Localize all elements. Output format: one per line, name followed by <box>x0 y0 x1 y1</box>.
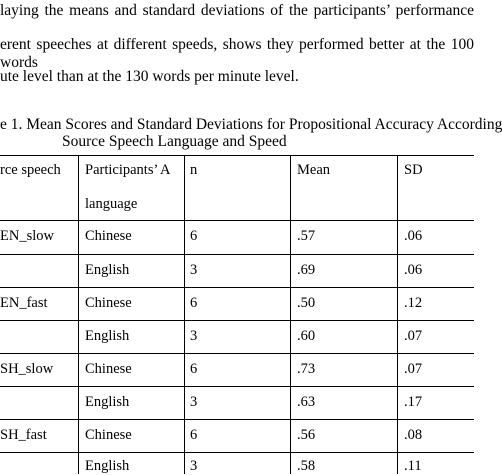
row-5-mean: .73 <box>297 361 316 377</box>
row-7-sd: .08 <box>404 427 423 443</box>
header-language-line-2: language <box>85 196 138 212</box>
row-2-sd: .06 <box>404 262 423 278</box>
row-6-language: English <box>85 394 130 410</box>
row-1-n: 6 <box>190 228 198 244</box>
row-1-source: EN_slow <box>0 228 54 244</box>
paragraph-line-2: erent speeches at different speeds, shows they performed better at the 100 words <box>0 36 474 71</box>
header-source-speech: rce speech <box>0 162 61 178</box>
table-col-rule-2 <box>184 155 185 474</box>
row-7-mean: .56 <box>297 427 316 443</box>
table-col-rule-3 <box>290 155 291 474</box>
row-4-mean: .60 <box>297 328 316 344</box>
row-5-source: SH_slow <box>0 361 54 377</box>
row-8-language: English <box>85 458 130 474</box>
table-rule-group1-bottom <box>0 287 474 288</box>
table-col-rule-1 <box>78 155 79 474</box>
row-8-n: 3 <box>190 458 198 474</box>
paragraph-line-1: laying the means and standard deviations of the participants’ performance <box>0 2 474 19</box>
table-caption-line-2: Source Speech Language and Speed <box>62 133 287 150</box>
row-4-sd: .07 <box>404 328 423 344</box>
header-mean: Mean <box>297 162 331 178</box>
header-n: n <box>190 162 198 178</box>
row-6-sd: .17 <box>404 394 423 410</box>
table-col-rule-4 <box>397 155 398 474</box>
row-8-sd: .11 <box>404 458 422 474</box>
table-rule-top <box>0 155 474 156</box>
row-3-language: Chinese <box>85 295 132 311</box>
row-5-n: 6 <box>190 361 198 377</box>
row-3-n: 6 <box>190 295 198 311</box>
row-5-language: Chinese <box>85 361 132 377</box>
row-7-n: 6 <box>190 427 198 443</box>
table-caption-line-1: e 1. Mean Scores and Standard Deviations for Propositional Accuracy According <box>0 116 502 133</box>
table-rule-group3-bottom <box>0 419 474 420</box>
row-7-language: Chinese <box>85 427 132 443</box>
table-rule-group3-mid <box>0 386 474 387</box>
header-language-line-1: Participants’ A <box>85 162 171 178</box>
row-2-mean: .69 <box>297 262 316 278</box>
table-rule-group2-bottom <box>0 353 474 354</box>
row-6-n: 3 <box>190 394 198 410</box>
row-1-language: Chinese <box>85 228 132 244</box>
header-sd: SD <box>404 162 423 178</box>
table-rule-header-bottom <box>0 220 474 221</box>
row-4-language: English <box>85 328 130 344</box>
row-2-language: English <box>85 262 130 278</box>
table-rule-group2-mid <box>0 320 474 321</box>
row-1-sd: .06 <box>404 228 423 244</box>
row-8-mean: .58 <box>297 458 316 474</box>
row-1-mean: .57 <box>297 228 316 244</box>
row-5-sd: .07 <box>404 361 423 377</box>
row-3-sd: .12 <box>404 295 423 311</box>
paragraph-line-3: ute level than at the 130 words per minute level. <box>0 68 299 85</box>
table-rule-group1-mid <box>0 254 474 255</box>
row-2-n: 3 <box>190 262 198 278</box>
row-4-n: 3 <box>190 328 198 344</box>
row-3-mean: .50 <box>297 295 316 311</box>
row-7-source: SH_fast <box>0 427 47 443</box>
row-3-source: EN_fast <box>0 295 48 311</box>
row-6-mean: .63 <box>297 394 316 410</box>
table-rule-group4-mid <box>0 452 474 453</box>
